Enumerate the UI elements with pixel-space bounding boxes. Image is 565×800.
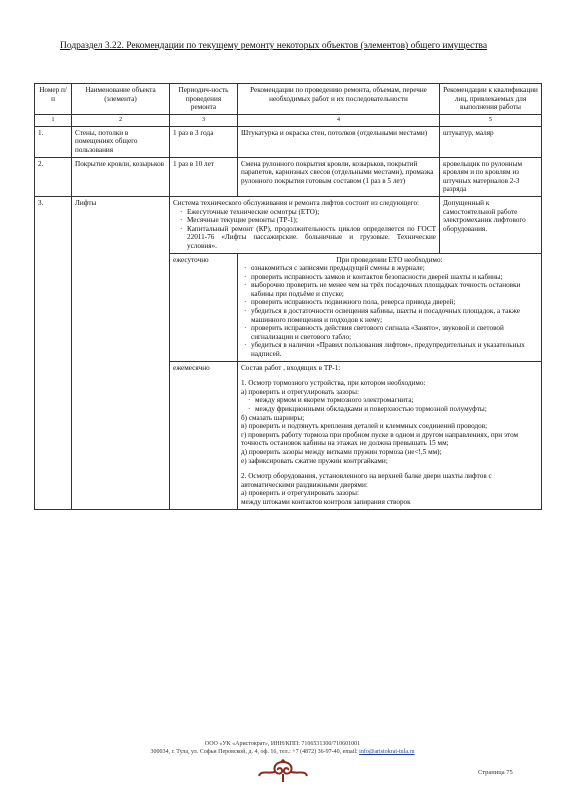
header-qualification: Рекомендации к квалификации лиц, привлекаемых для выполнения работы — [440, 84, 542, 115]
page-footer — [0, 740, 565, 756]
repair-period: ежемесячно — [170, 361, 238, 509]
list-item: · проверить исправность подвижного пола, реверса привода дверей; — [251, 298, 538, 307]
worker-qualification: Допущенный к самостоятельной работе электромеханик лифтового оборудования. — [440, 196, 542, 253]
object-name: Стены, потолки в помещениях общего пользования — [72, 126, 170, 157]
list-item: · между ярмом и якорем тормозного электромагнита; — [255, 396, 538, 405]
list-item: · выборочно проверить не менее чем на трёх посадочных площадках точность остановки кабины при подъёме и спуске; — [251, 281, 538, 298]
lift-system-description — [170, 196, 440, 253]
table-row — [35, 196, 542, 253]
ornament-icon — [255, 758, 311, 784]
list-item: · убедиться в достаточности освещения кабины, шахты и посадочных площадок, а также машинного помещения и подходов к нему; — [251, 307, 538, 324]
section-heading: Подраздел 3.22. Рекомендации по текущему ремонту некоторых объектов (элементов) общего имущества — [60, 41, 488, 51]
row-number: 3. — [35, 196, 72, 509]
email-link[interactable]: info@aristokrat-tula.ru — [359, 749, 415, 755]
list-item: · Капитальный ремонт (КР), продолжительность циклов определяется по ГОСТ 22011-76 «Лифты пассажирские. больничные и грузовые. Технические условия». — [187, 225, 436, 251]
paragraph: е) зафиксировать сжатие пружин контргайками; — [241, 456, 388, 465]
paragraph: в) проверить и подтянуть крепления деталей и клеммных соединений проводов; — [241, 422, 488, 431]
header-recommendations: Рекомендации по проведению ремонта, объемам, перечне необходимых работ и их последовательности — [238, 84, 440, 115]
worker-qualification: кровельщик по рулонным кровлям и по кровлям из штучных материалов 2-3 разряда — [440, 157, 542, 196]
daily-inspection-title: При проведении ЕТО необходимо: — [336, 255, 443, 264]
row-number: 2. — [35, 157, 72, 196]
lift-system-list — [173, 208, 436, 251]
worker-qualification: штукатур, маляр — [440, 126, 542, 157]
header-object: Наименование объекта (элемента) — [72, 84, 170, 115]
paragraph: 2. Осмотр оборудования, установленного на верхней балке двери шахты лифтов с автоматическими раздвижными дверями: — [241, 472, 492, 489]
gap-list — [241, 396, 538, 413]
lift-system-intro: Система технического обслуживания и ремонта лифтов состоит из следующего: — [173, 198, 420, 207]
row-number: 1. — [35, 126, 72, 157]
object-name: Покрытие кровли, козырьков — [72, 157, 170, 196]
table-row — [35, 157, 542, 196]
paragraph: б) смазать шарниры; — [241, 413, 305, 422]
col-number: 1 — [35, 114, 72, 126]
company-address — [0, 748, 565, 756]
list-item: · проверить исправность действия светового сигнала «Занято», звуковой и световой сигнализации и светового табло; — [251, 324, 538, 341]
col-number: 4 — [238, 114, 440, 126]
page-number: Страница 75 — [478, 769, 513, 776]
list-item: · Месячные текущие ремонты (ТР-1); — [187, 216, 436, 225]
address-text: 300034, г. Тула, ул. Софьи Перовской, д. 4, оф. 16, тел.: +7 (4872) 36-97-40, email: — [150, 749, 358, 755]
table-row — [35, 126, 542, 157]
paragraph: а) проверить и отрегулировать зазоры: — [241, 387, 359, 396]
paragraph: 1. Осмотр тормозного устройства, при котором необходимо: — [241, 379, 426, 388]
object-name: Лифты — [72, 196, 170, 509]
paragraph: г) проверить работу тормоза при пробном пуске в одном и другом направлениях, при этом точность остановок кабины на этажах не должна превышать 15 мм; — [241, 430, 519, 448]
daily-inspection — [238, 253, 542, 361]
list-item: · между фрикционными обкладками и поверхностью тормозной полумуфты; — [255, 405, 538, 414]
paragraph: д) проверить зазоры между витками пружин тормоза (не<!,5 мм); — [241, 447, 442, 456]
header-number: Номер п/п — [35, 84, 72, 115]
monthly-repair — [238, 361, 542, 509]
repair-recommendations: Штукатурка и окраска стен, потолков (отдельными местами) — [238, 126, 440, 157]
company-details: ООО «УК «Аристократ», ИНН/КПП: 7106531300/710601001 — [204, 741, 361, 747]
monthly-repair-title: Состав работ , входящих в ТР-1: — [241, 363, 341, 372]
list-item: · убедиться в наличии «Правил пользования лифтом», предупредительных и указательных надписей. — [251, 341, 538, 358]
table-header-row — [35, 84, 542, 115]
paragraph: а) проверить и отрегулировать зазоры: — [241, 489, 359, 498]
list-item: · Ежесуточные технические осмотры (ЕТО); — [187, 208, 436, 217]
col-number: 2 — [72, 114, 170, 126]
list-item: · ознакомиться с записями предыдущей смены в журнале; — [251, 264, 538, 273]
repair-period: ежесуточно — [170, 253, 238, 361]
repair-table — [34, 83, 542, 510]
repair-period: 1 раз в 10 лет — [170, 157, 238, 196]
list-item: · проверить исправность замков и контактов безопасности дверей шахты и кабины; — [251, 273, 538, 282]
col-number: 5 — [440, 114, 542, 126]
paragraph: между штоками контактов контроля запирания створок — [241, 497, 411, 506]
daily-inspection-list — [241, 264, 538, 359]
header-period: Периодич-ность проведения ремонта — [170, 84, 238, 115]
column-number-row — [35, 114, 542, 126]
col-number: 3 — [170, 114, 238, 126]
repair-recommendations: Смена рулонного покрытия кровли, козырьков, покрытий парапетов, карнизных свесов (отдельными местами), промазка рулонного покрытия готовым составом (1 раз в 5 лет) — [238, 157, 440, 196]
repair-period: 1 раз в 3 года — [170, 126, 238, 157]
